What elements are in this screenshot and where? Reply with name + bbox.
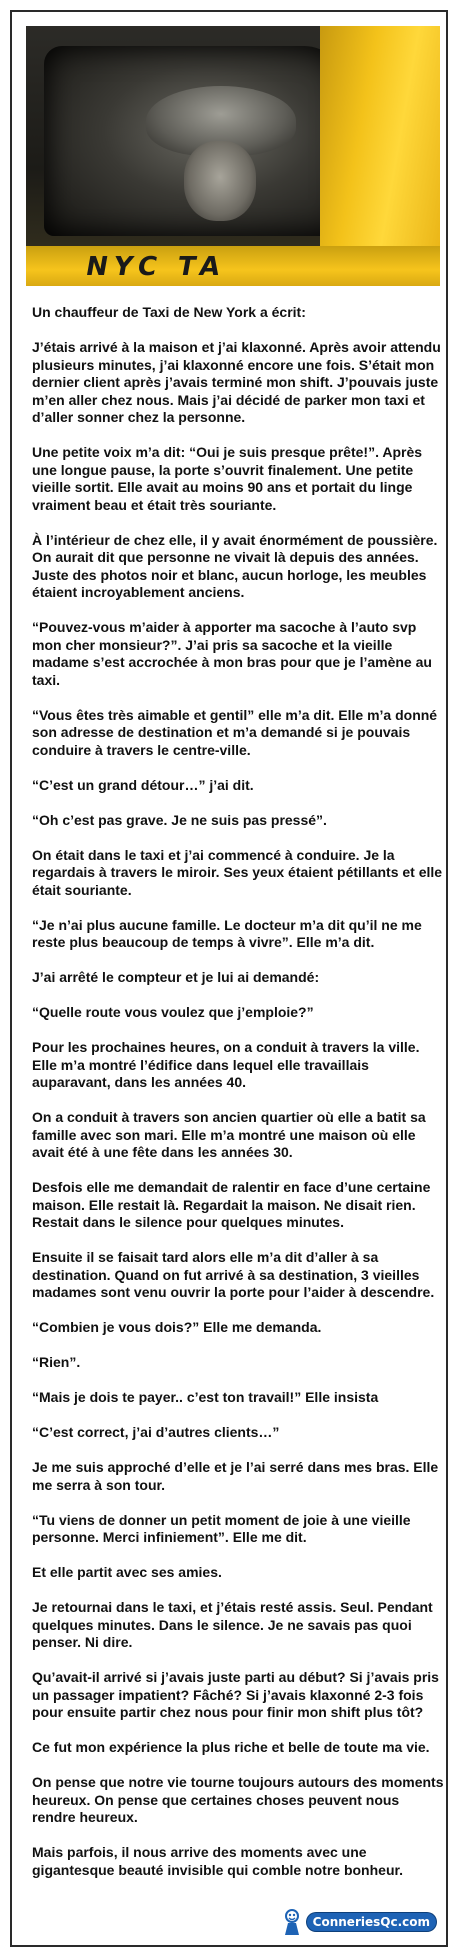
taxi-photo (26, 26, 440, 286)
paragraph: À l’intérieur de chez elle, il y avait énormément de poussière. On aurait dit que personne ne vivait là depuis des années. Juste des photos noir et blanc, aucun horloge, les meubles étaient incroyablement anciens. (32, 531, 438, 600)
article (32, 304, 446, 1897)
mascot-icon (279, 1907, 305, 1937)
paragraph: Je retournai dans le taxi, et j’étais resté assis. Seul. Pendant quelques minutes. Dans le silence. Je ne savais pas quoi penser. Ni dire. (32, 1599, 433, 1650)
paragraph: Une petite voix m’a dit: “Oui je suis presque prête!”. Après une longue pause, la porte s’ouvrit finalement. Une petite vieille sortit. Elle avait au moins 90 ans et portait du linge vraiment beau et était très souriante. (32, 444, 423, 513)
paragraph: Mais parfois, il nous arrive des moments avec une gigantesque beauté invisible qui comble notre bonheur. (32, 1844, 404, 1878)
paragraph: “Rien”. (32, 1354, 81, 1370)
paragraph: “C’est correct, j’ai d’autres clients…” (32, 1424, 280, 1440)
paragraph: Je me suis approché d’elle et je l’ai serré dans mes bras. Elle me serra à son tour. (32, 1459, 439, 1493)
passenger-face (184, 141, 256, 221)
paragraph: J’étais arrivé à la maison et j’ai klaxonné. Après avoir attendu plusieurs minutes, j’ai klaxonné encore une fois. S’était mon dernier client après j’avais terminé mon shift. J’pouvais juste m’en aller chez nous. Mais j’ai décidé de parker mon taxi et d’aller sonner chez la personne. (32, 339, 441, 425)
paragraph: J’ai arrêté le compteur et je lui ai demandé: (32, 969, 320, 985)
paragraph: “Oh c’est pas grave. Je ne suis pas pressé”. (32, 811, 327, 828)
paragraph: On a conduit à travers son ancien quartier où elle a batit sa famille avec son mari. Elle m’a montré une maison où elle avait été à une fête dans les années 30. (32, 1109, 426, 1160)
paragraph: “Pouvez-vous m’aider à apporter ma sacoche à l’auto svp mon cher monsieur?”. J’ai pris sa sacoche et la vieille madame s’est accrochée à mon bras pour que je l’amène au taxi. (32, 619, 432, 688)
paragraph: Ensuite il se faisait tard alors elle m’a dit d’aller à sa destination. Quand on fut arrivé à sa destination, 3 vieilles madames sont venu ouvrir la porte pour l’aider à descendre. (32, 1249, 435, 1300)
paragraph: “Quelle route vous voulez que j’emploie?” (32, 1004, 314, 1020)
watermark-text: ConneriesQc.com (307, 1913, 436, 1931)
page-frame (10, 10, 448, 1947)
paragraph: “Mais je dois te payer.. c’est ton travail!” Elle insista (32, 1389, 379, 1405)
paragraph: Desfois elle me demandait de ralentir en face d’une certaine maison. Elle restait là. Regardait la maison. Ne disait rien. Restait dans le silence pour quelques minutes. (32, 1179, 431, 1230)
paragraph: Ce fut mon expérience la plus riche et belle de toute ma vie. (32, 1739, 430, 1755)
paragraph: On était dans le taxi et j’ai commencé à conduire. Je la regardais à travers le miroir. Ses yeux étaient pétillants et elle était souriante. (32, 846, 443, 898)
paragraph: Et elle partit avec ses amies. (32, 1564, 222, 1580)
site-watermark (279, 1907, 436, 1937)
paragraph: “Tu viens de donner un petit moment de joie à une vieille personne. Merci infiniement”. Elle me dit. (32, 1511, 411, 1545)
paragraph: On pense que notre vie tourne toujours autours des moments heureux. On pense que certaines choses peuvent nous rendre heureux. (32, 1774, 444, 1825)
paragraph: “C’est un grand détour…” j’ai dit. (32, 776, 254, 793)
paragraph: Pour les prochaines heures, on a conduit à travers la ville. Elle m’a montré l’édifice dans lequel elle travaillais auparavant, dans les années 40. (32, 1039, 420, 1090)
paragraph: Qu’avait-il arrivé si j’avais juste parti au début? Si j’avais pris un passager impatient? Fâché? Si j’avais klaxonné 2-3 fois pour ensuite partir chez nous pour finir mon shift plus tôt? (32, 1669, 439, 1720)
paragraph: “Je n’ai plus aucune famille. Le docteur m’a dit qu’il ne me reste plus beaucoup de temps à vivre”. Elle m’a dit. (32, 916, 422, 950)
article-title: Un chauffeur de Taxi de New York a écrit: (32, 304, 306, 320)
paragraph: “Combien je vous dois?” Elle me demanda. (32, 1319, 322, 1335)
paragraph: “Vous êtes très aimable et gentil” elle m’a dit. Elle m’a donné son adresse de destination et m’a demandé si je pouvais conduire à travers le centre-ville. (32, 706, 438, 758)
taxi-lettering: NYC TA (83, 252, 229, 282)
